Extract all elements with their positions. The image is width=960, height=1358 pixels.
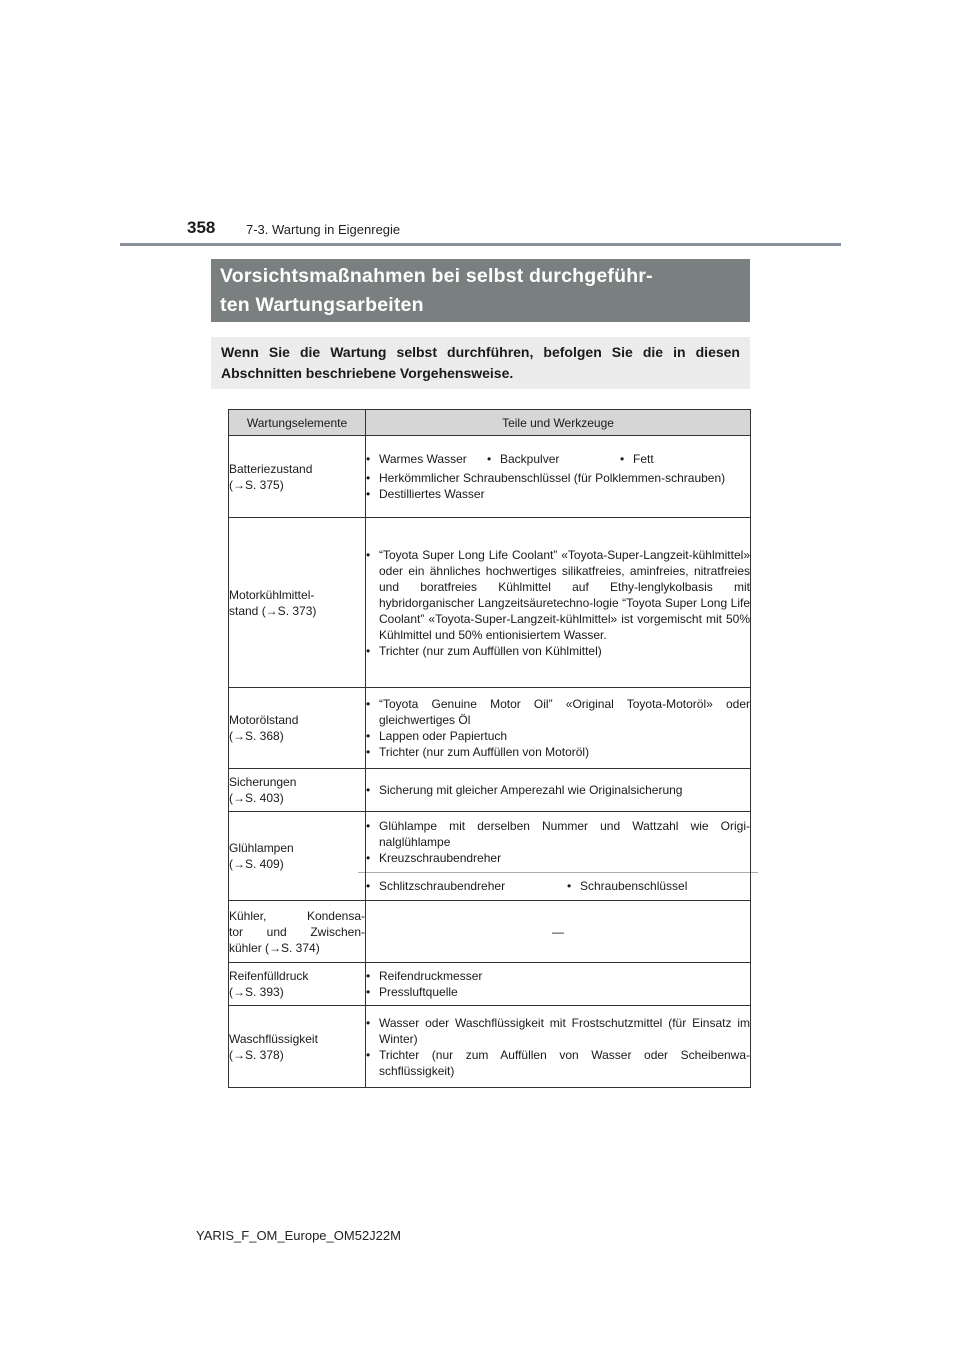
tool-item: • “Toyota Super Long Life Coolant” «Toyota-Super-Langzeit-kühlmittel» oder ein ähnliches hochwertiges silikatfreies, aminfreies, nitratfreies und boratfreies Kühlmittel auf Ethy-lenglykolbasis mit hybridorganischer Langzeitsäuretechno-logie “Toyota Super Long Life Coolant” «Toyota-Super-Langzeit-kühlmittel» ist vorgemischt mit 50% Kühlmittel und 50% entionisiertem Wasser. xyxy=(366,547,750,643)
tool-item: • Trichter (nur zum Auffüllen von Wasser oder Scheibenwa-schflüssigkeit) xyxy=(366,1047,750,1079)
item-cell xyxy=(229,901,366,963)
tool-item: • Schraubenschlüssel xyxy=(567,878,687,894)
item-text: Motorölstand xyxy=(229,713,299,727)
maintenance-table xyxy=(228,409,751,1088)
title-line-1: Vorsichtsmaßnahmen bei selbst durchgeführ- xyxy=(220,265,653,287)
item-cell xyxy=(229,436,366,518)
table-row xyxy=(229,436,751,518)
table-row xyxy=(229,963,751,1006)
item-text: tor und Zwischen- xyxy=(229,924,365,939)
header-rule xyxy=(120,243,841,246)
tools-cell xyxy=(366,436,751,518)
tool-item: • Herkömmlicher Schraubenschlüssel (für Polklemmen-schrauben) xyxy=(366,470,750,486)
table-header-row xyxy=(229,410,751,436)
table-row xyxy=(229,688,751,769)
tool-item: • Trichter (nur zum Auffüllen von Kühlmittel) xyxy=(366,643,750,659)
item-ref: (→S. 403) xyxy=(229,791,284,805)
item-text: Glühlampen xyxy=(229,841,294,855)
item-text: Sicherungen xyxy=(229,775,297,789)
table-row xyxy=(229,901,751,963)
header-tools: Teile und Werkzeuge xyxy=(366,410,751,436)
tool-item: • Pressluftquelle xyxy=(366,984,750,1000)
item-cell xyxy=(229,688,366,769)
tool-item: • Glühlampe mit derselben Nummer und Wattzahl wie Origi-nalglühlampe xyxy=(366,818,750,850)
tool-item: • Wasser oder Waschflüssigkeit mit Frostschutzmittel (für Einsatz im Winter) xyxy=(366,1015,750,1047)
table-row xyxy=(229,812,751,901)
item-cell xyxy=(229,518,366,688)
item-text: Kühler, Kondensa- xyxy=(229,908,365,923)
tools-cell xyxy=(366,688,751,769)
item-ref: (→S. 409) xyxy=(229,857,284,871)
tool-item: • Backpulver xyxy=(487,451,620,467)
item-text: Waschflüssigkeit xyxy=(229,1031,318,1046)
tool-item: • Trichter (nur zum Auffüllen von Motoröl) xyxy=(366,744,750,760)
item-cell xyxy=(229,769,366,812)
item-ref: kühler (→S. 374) xyxy=(229,940,320,955)
item-ref: (→S. 368) xyxy=(229,729,284,743)
tools-inline-row xyxy=(366,451,750,467)
tools-inline-row xyxy=(366,878,750,894)
tool-item: • Fett xyxy=(620,451,654,467)
item-ref: (→S. 375) xyxy=(229,477,284,492)
tool-item: • Warmes Wasser xyxy=(366,451,487,467)
tool-item: • Destilliertes Wasser xyxy=(366,486,750,502)
item-ref: (→S. 393) xyxy=(229,985,284,999)
item-text: Reifenfülldruck xyxy=(229,969,309,983)
footer-doc-id: YARIS_F_OM_Europe_OM52J22M xyxy=(196,1228,401,1243)
page-number: 358 xyxy=(187,218,216,237)
table-row xyxy=(229,518,751,688)
intro-line-2: Abschnitten beschriebene Vorgehensweise. xyxy=(221,365,514,381)
tools-cell xyxy=(366,518,751,688)
header-items: Wartungselemente xyxy=(229,410,366,436)
tool-item: • “Toyota Genuine Motor Oil” «Original Toyota-Motoröl» oder gleichwertiges Öl xyxy=(366,696,750,728)
tool-item: • Reifendruckmesser xyxy=(366,968,750,984)
tools-cell xyxy=(366,901,751,963)
item-text: Batteriezustand xyxy=(229,461,313,476)
tools-cell xyxy=(366,769,751,812)
tools-cell xyxy=(366,812,751,901)
empty-dash: — xyxy=(552,924,564,939)
intro-box xyxy=(211,337,750,389)
title-line-2: ten Wartungsarbeiten xyxy=(220,294,424,316)
item-text: Motorkühlmittel- xyxy=(229,587,315,602)
item-cell xyxy=(229,963,366,1006)
item-cell xyxy=(229,1006,366,1088)
tools-cell xyxy=(366,1006,751,1088)
item-ref: stand (→S. 373) xyxy=(229,603,317,618)
tool-item: • Sicherung mit gleicher Amperezahl wie Originalsicherung xyxy=(366,782,750,798)
separator xyxy=(358,872,758,873)
tool-item: • Kreuzschraubendreher xyxy=(366,850,750,866)
section-header: 7-3. Wartung in Eigenregie xyxy=(246,222,401,237)
item-cell xyxy=(229,812,366,901)
intro-line-1: Wenn Sie die Wartung selbst durchführen, befolgen Sie die in diesen xyxy=(221,344,740,360)
tools-cell xyxy=(366,963,751,1006)
tool-item: • Lappen oder Papiertuch xyxy=(366,728,750,744)
table-row xyxy=(229,1006,751,1088)
table-row xyxy=(229,769,751,812)
tool-item: • Schlitzschraubendreher xyxy=(366,878,567,894)
section-title xyxy=(211,259,750,322)
item-ref: (→S. 378) xyxy=(229,1047,284,1062)
